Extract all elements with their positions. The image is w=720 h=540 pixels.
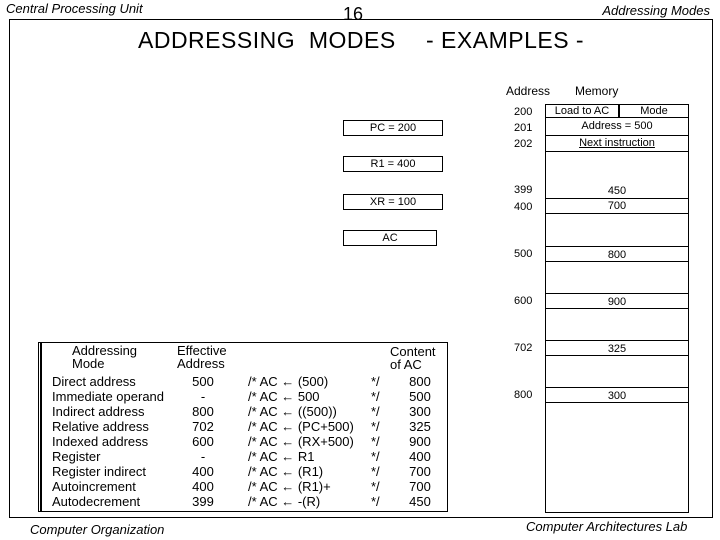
row-operation: /* AC ← (500) <box>248 374 329 389</box>
row-effective-address: 400 <box>192 479 214 494</box>
memory-cell-opcode: Load to AC <box>545 104 619 118</box>
address-600: 600 <box>514 295 533 307</box>
row-effective-address: 399 <box>192 494 214 509</box>
row-comment-end: */ <box>371 389 380 404</box>
row-comment-end: */ <box>371 419 380 434</box>
row-mode: Relative address <box>52 419 149 434</box>
row-operation: /* AC ← (R1) <box>248 464 324 479</box>
memory-cell-next-instruction: Next instruction <box>545 136 689 152</box>
row-comment-end: */ <box>371 494 380 509</box>
memory-cell-address: Address = 500 <box>545 118 689 136</box>
page-number: 16 <box>343 4 364 24</box>
header-mode-line1: Addressing <box>72 343 138 358</box>
memory-cell-399: 450 <box>545 184 689 199</box>
row-effective-address: 400 <box>192 464 214 479</box>
header-mode-line2: Mode <box>72 356 105 371</box>
row-operation: /* AC ← 500 <box>248 389 320 404</box>
header-effective-line2: Address <box>177 356 225 371</box>
row-effective-address: 702 <box>192 419 214 434</box>
header-right: Addressing Modes <box>602 3 710 18</box>
row-mode: Immediate operand <box>52 389 165 404</box>
row-content: 800 <box>409 374 431 389</box>
xr-register: XR = 100 <box>343 194 443 210</box>
memory-cell-500: 800 <box>545 246 689 262</box>
row-effective-address: 800 <box>192 404 214 419</box>
row-content: 500 <box>409 389 431 404</box>
memory-cell-mode: Mode <box>619 104 689 118</box>
row-operation: /* AC ← (R1)+ <box>248 479 331 494</box>
row-content: 400 <box>409 449 431 464</box>
row-content: 900 <box>409 434 431 449</box>
address-399: 399 <box>514 184 533 196</box>
slide-title-suffix: - EXAMPLES - <box>426 27 585 53</box>
row-content: 700 <box>409 464 431 479</box>
header-content-line2: of AC <box>390 357 422 372</box>
row-mode: Indexed address <box>52 434 149 449</box>
r1-register: R1 = 400 <box>343 156 443 172</box>
row-effective-address: - <box>200 389 206 404</box>
row-comment-end: */ <box>371 404 380 419</box>
row-mode: Direct address <box>52 374 136 389</box>
table-left-border <box>40 342 42 512</box>
row-content: 325 <box>409 419 431 434</box>
row-operation: /* AC ← (PC+500) <box>248 419 354 434</box>
row-content: 450 <box>409 494 431 509</box>
memory-cell-600: 900 <box>545 293 689 309</box>
memory-cell-400: 700 <box>545 199 689 214</box>
address-column-header: Address <box>506 84 551 98</box>
row-operation: /* AC ← -(R) <box>248 494 321 509</box>
row-mode: Autodecrement <box>52 494 141 509</box>
address-202: 202 <box>514 138 533 150</box>
row-content: 700 <box>409 479 431 494</box>
row-operation: /* AC ← (RX+500) <box>248 434 354 449</box>
header-left: Central Processing Unit <box>6 1 143 16</box>
row-comment-end: */ <box>371 374 380 389</box>
row-mode: Register indirect <box>52 464 146 479</box>
row-mode: Register <box>52 449 101 464</box>
row-comment-end: */ <box>371 449 380 464</box>
row-effective-address: 500 <box>192 374 214 389</box>
footer-right: Computer Architectures Lab <box>526 519 688 534</box>
row-mode: Indirect address <box>52 404 145 419</box>
header-effective-line1: Effective <box>177 343 227 358</box>
address-201: 201 <box>514 122 533 134</box>
footer-left: Computer Organization <box>30 522 165 537</box>
row-content: 300 <box>409 404 431 419</box>
ac-register: AC <box>343 230 437 246</box>
address-702: 702 <box>514 342 533 354</box>
address-800: 800 <box>514 389 533 401</box>
slide-title: ADDRESSING MODES <box>138 27 396 53</box>
row-comment-end: */ <box>371 434 380 449</box>
address-400: 400 <box>514 201 533 213</box>
row-operation: /* AC ← R1 <box>248 449 315 464</box>
row-effective-address: 600 <box>192 434 214 449</box>
row-operation: /* AC ← ((500)) <box>248 404 337 419</box>
pc-register: PC = 200 <box>343 120 443 136</box>
address-200: 200 <box>514 106 533 118</box>
memory-cell-800: 300 <box>545 387 689 403</box>
row-effective-address: - <box>200 449 206 464</box>
memory-column-header: Memory <box>575 84 619 98</box>
row-mode: Autoincrement <box>52 479 136 494</box>
address-500: 500 <box>514 248 533 260</box>
row-comment-end: */ <box>371 464 380 479</box>
memory-cell-702: 325 <box>545 340 689 356</box>
row-comment-end: */ <box>371 479 380 494</box>
header-content-line1: Content <box>390 344 436 359</box>
